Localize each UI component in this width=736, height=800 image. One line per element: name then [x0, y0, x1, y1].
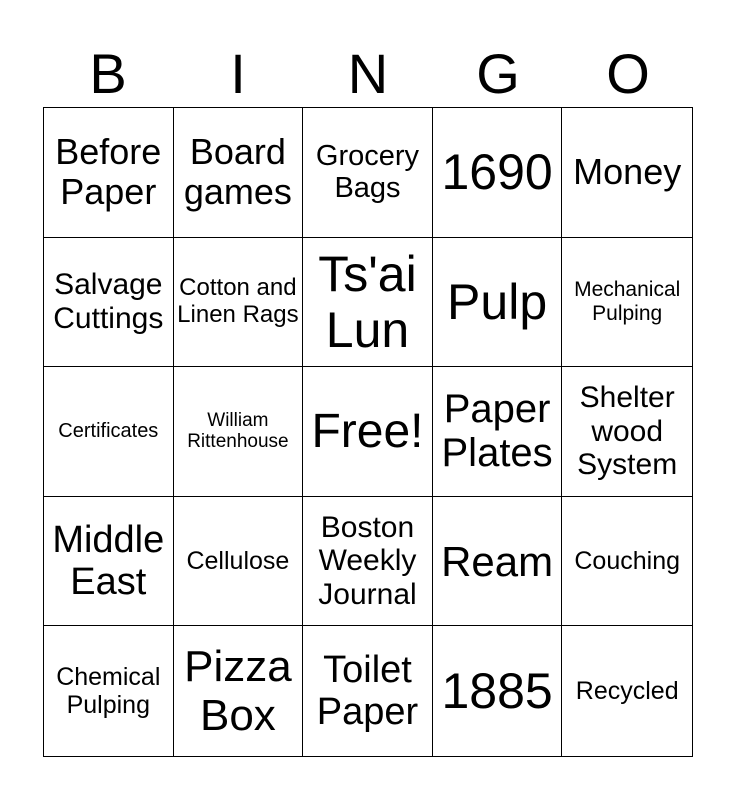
bingo-cell[interactable]: [44, 497, 174, 627]
bingo-cell[interactable]: [433, 367, 563, 497]
bingo-cell[interactable]: [44, 108, 174, 238]
cell-label: Grocery Bags: [315, 139, 420, 205]
cell-label: Ts'ai Lun: [318, 245, 417, 358]
cell-label: Recycled: [575, 677, 679, 706]
bingo-cell[interactable]: [174, 626, 304, 756]
cell-label: Board games: [183, 130, 292, 213]
cell-label: Paper Plates: [441, 386, 553, 476]
cell-label: Couching: [574, 547, 681, 576]
cell-label: Boston Weekly Journal: [318, 510, 417, 611]
bingo-cell[interactable]: [562, 497, 692, 627]
bingo-cell[interactable]: [174, 238, 304, 368]
bingo-cell[interactable]: [562, 367, 692, 497]
bingo-cell[interactable]: [433, 238, 563, 368]
header-letter-g: G: [476, 42, 520, 105]
bingo-cell[interactable]: [174, 367, 304, 497]
header-letter-b: B: [89, 42, 127, 105]
bingo-cell[interactable]: [562, 238, 692, 368]
header-letter-i: I: [230, 42, 246, 105]
header-letter-o: O: [606, 42, 650, 105]
bingo-cell[interactable]: [174, 497, 304, 627]
cell-label: Salvage Cuttings: [53, 268, 164, 335]
bingo-cell[interactable]: [174, 108, 304, 238]
bingo-cell[interactable]: [303, 367, 433, 497]
cell-label: William Rittenhouse: [187, 410, 289, 453]
bingo-cell[interactable]: [303, 238, 433, 368]
cell-label: Shelter wood System: [577, 381, 678, 482]
bingo-cell[interactable]: [433, 108, 563, 238]
bingo-cell[interactable]: [44, 238, 174, 368]
bingo-cell[interactable]: [303, 108, 433, 238]
cell-label: Ream: [441, 537, 554, 585]
cell-label: Certificates: [58, 420, 159, 443]
bingo-cell[interactable]: [433, 497, 563, 627]
bingo-cell[interactable]: [303, 497, 433, 627]
cell-label: Middle East: [52, 518, 165, 604]
cell-label: 1690: [441, 144, 553, 201]
cell-label: 1885: [441, 663, 553, 720]
cell-label: Before Paper: [55, 130, 162, 213]
bingo-cell[interactable]: [44, 626, 174, 756]
cell-label: Mechanical Pulping: [574, 278, 681, 325]
cell-label: Free!: [311, 404, 424, 458]
bingo-cell[interactable]: [433, 626, 563, 756]
bingo-cell[interactable]: [44, 367, 174, 497]
cell-label: Toilet Paper: [316, 648, 419, 734]
cell-label: Money: [573, 151, 682, 193]
cell-label: Cellulose: [186, 547, 290, 576]
header-letter-n: N: [347, 42, 389, 105]
bingo-cell[interactable]: [562, 108, 692, 238]
cell-label: Cotton and Linen Rags: [177, 274, 299, 328]
cell-label: Pulp: [447, 273, 548, 330]
bingo-cell[interactable]: [562, 626, 692, 756]
bingo-cell[interactable]: [303, 626, 433, 756]
bingo-grid: [43, 107, 693, 757]
bingo-header: [43, 42, 693, 106]
cell-label: Pizza Box: [184, 641, 292, 741]
cell-label: Chemical Pulping: [56, 663, 161, 720]
